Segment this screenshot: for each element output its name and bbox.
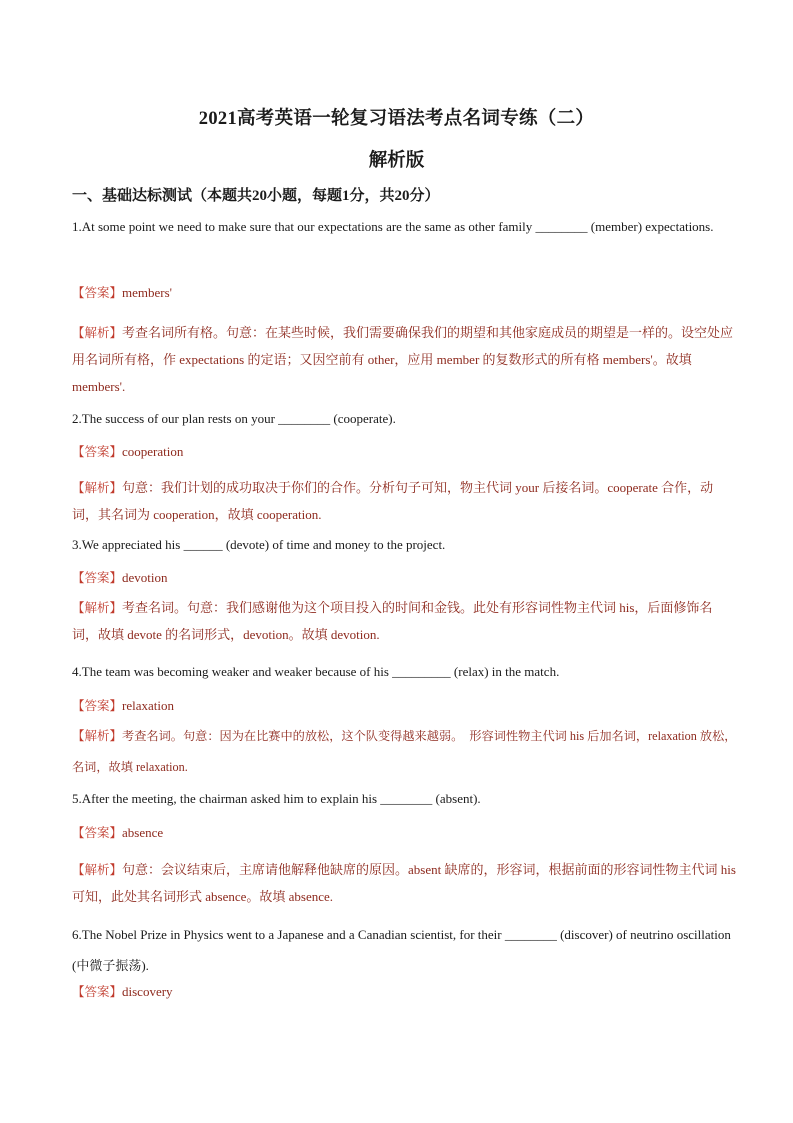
question-4: 4.The team was becoming weaker and weaker because of his _________ (relax) in the match. bbox=[72, 664, 560, 679]
question-6: 6.The Nobel Prize in Physics went to a Japanese and a Canadian scientist, for their ________ (discover) of neutrino oscillation (中微子振荡). bbox=[72, 927, 731, 973]
answer-4 bbox=[72, 696, 174, 714]
question-1: 1.At some point we need to make sure that our expectations are the same as other family ________ (member) expectations. bbox=[72, 219, 714, 234]
analysis-1 bbox=[72, 319, 737, 400]
answer-text: cooperation bbox=[122, 444, 184, 459]
analysis-tag: 【解析】 bbox=[72, 600, 123, 615]
analysis-tag: 【解析】 bbox=[72, 728, 123, 743]
answer-text: discovery bbox=[122, 984, 173, 999]
answer-text: absence bbox=[122, 825, 164, 840]
analysis-tag: 【解析】 bbox=[72, 862, 123, 877]
question-5: 5.After the meeting, the chairman asked him to explain his ________ (absent). bbox=[72, 791, 481, 806]
answer-tag: 【答案】 bbox=[72, 698, 123, 713]
analysis-5 bbox=[72, 856, 737, 910]
answer-tag: 【答案】 bbox=[72, 570, 123, 585]
question-2: 2.The success of our plan rests on your ________ (cooperate). bbox=[72, 411, 396, 426]
answer-3 bbox=[72, 568, 168, 586]
section-heading: 一、基础达标测试（本题共20小题，每题1分，共20分） bbox=[72, 188, 440, 204]
answer-tag: 【答案】 bbox=[72, 984, 123, 999]
answer-tag: 【答案】 bbox=[72, 444, 123, 459]
analysis-tag: 【解析】 bbox=[72, 325, 123, 340]
answer-tag: 【答案】 bbox=[72, 285, 123, 300]
analysis-3 bbox=[72, 594, 737, 648]
answer-2 bbox=[72, 442, 183, 460]
analysis-tag: 【解析】 bbox=[72, 480, 123, 495]
answer-5 bbox=[72, 823, 163, 841]
answer-1 bbox=[72, 283, 172, 301]
answer-tag: 【答案】 bbox=[72, 825, 123, 840]
analysis-text: 句意：会议结束后，主席请他解释他缺席的原因。absent 缺席的，形容词，根据前面的形容词性物主代词 his 可知，此处其名词形式 absence。故填 absence. bbox=[72, 862, 736, 904]
analysis-4 bbox=[72, 720, 737, 783]
answer-text: members' bbox=[122, 285, 173, 300]
page-title: 2021高考英语一轮复习语法考点名词专练（二） bbox=[198, 109, 595, 129]
answer-6 bbox=[72, 982, 173, 1000]
page-subtitle: 解析版 bbox=[368, 151, 425, 171]
analysis-text: 考查名词。句意：我们感谢他为这个项目投入的时间和金钱。此处有形容词性物主代词 his，后面修饰名词，故填 devote 的名词形式，devotion。故填 devotion. bbox=[72, 600, 713, 642]
answer-text: devotion bbox=[122, 570, 168, 585]
analysis-text: 句意：我们计划的成功取决于你们的合作。分析句子可知，物主代词 your 后接名词。cooperate 合作，动词，其名词为 cooperation，故填 cooperation. bbox=[72, 480, 714, 522]
question-3: 3.We appreciated his ______ (devote) of time and money to the project. bbox=[72, 537, 446, 552]
analysis-text: 考查名词所有格。句意：在某些时候，我们需要确保我们的期望和其他家庭成员的期望是一样的。设空处应用名词所有格，作 expectations 的定语；又因空前有 other，应用 member 的复数形式的所有格 members'。故填 members'. bbox=[72, 325, 734, 394]
answer-text: relaxation bbox=[122, 698, 174, 713]
analysis-text: 考查名词。句意：因为在比赛中的放松，这个队变得越来越弱。 形容词性物主代词 his 后加名词，relaxation 放松，名词，故填 relaxation. bbox=[72, 729, 737, 774]
analysis-2 bbox=[72, 474, 737, 528]
